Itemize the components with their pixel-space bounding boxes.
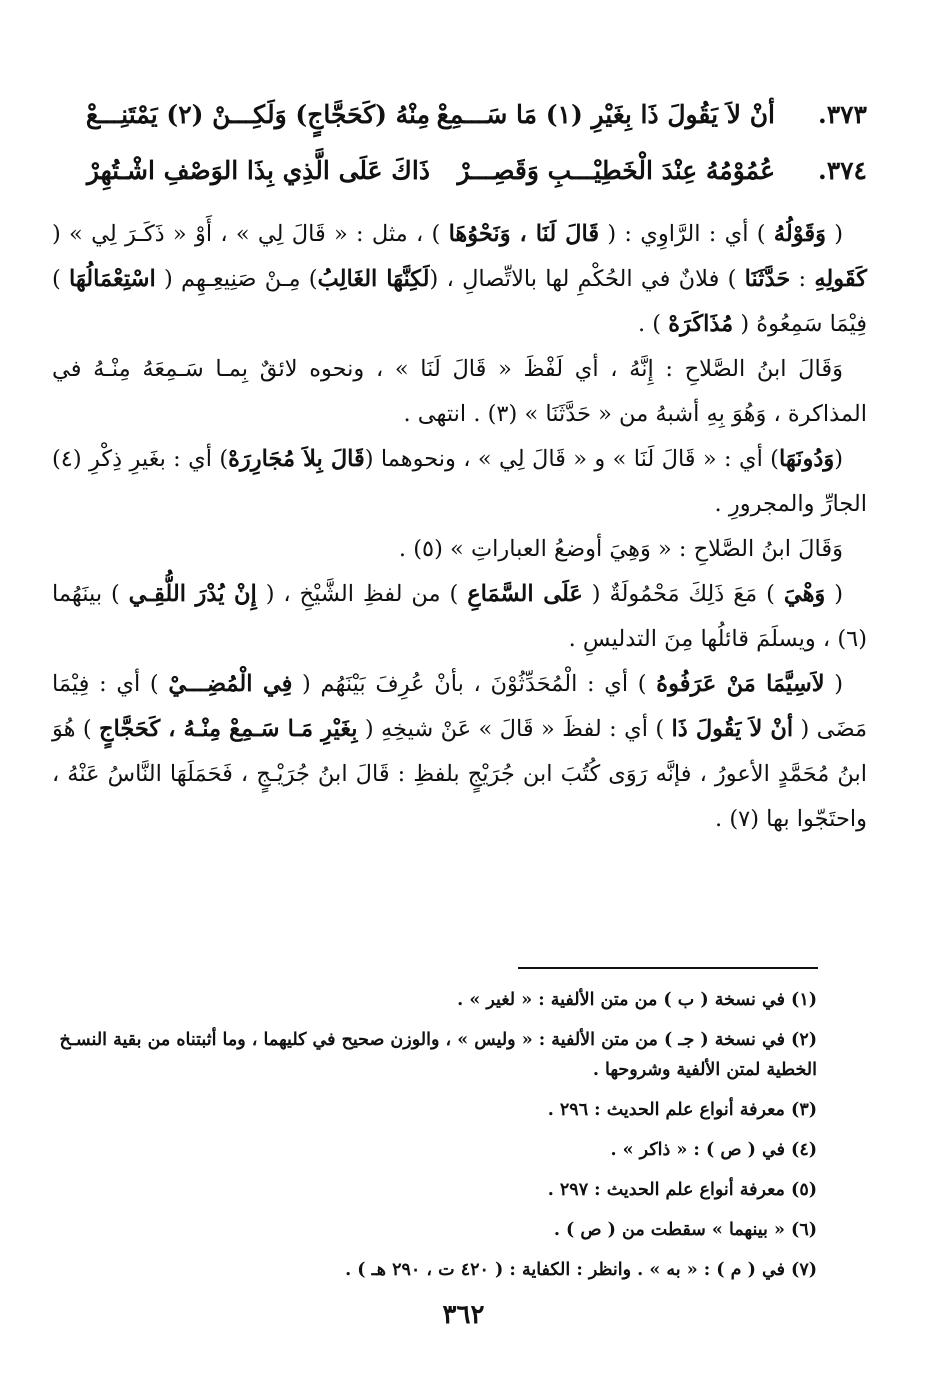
matn-quote: وَدُونَهَا (778, 446, 835, 472)
matn-quote: قَالَ لَنَا ، وَنَحْوُهَا (448, 221, 600, 247)
matn-quote: وَقَوْلُهُ (773, 221, 826, 247)
text-run: ( (824, 671, 843, 697)
text-run: ) مَعَ ذَلِكَ مَحْمُولَةٌ ( (582, 581, 784, 607)
text-run: ) أي : بغَيرِ ذِكْرِ (٤) الجارِّ والمجرورِ . (52, 446, 867, 517)
matn-quote: حَدَّثَنَا (744, 266, 791, 292)
footnote (50, 1215, 817, 1245)
text-run: ( (825, 221, 843, 247)
footnote (50, 1135, 817, 1165)
text-run: ) أي : لفظَ « قَالَ » عَنْ شيخِهِ ( (357, 716, 672, 742)
matn-quote: بِغَيْرِ مَـا سَـمِعْ مِنْـهُ ، كَحَجَّاجٍ (99, 716, 358, 742)
matn-quote: قَالَ بِلاَ مُجَارِرَهْ (228, 446, 365, 472)
verse-number: ٣٧٣. (817, 100, 867, 129)
footnote (50, 1255, 817, 1285)
text-run: ( (834, 446, 843, 472)
footnote (50, 985, 817, 1015)
matn-quote: اسْتِعْمَالُهَا (69, 266, 156, 292)
text-run: ) أي : « قَالَ لَنَا » و « قَالَ لِي » ، ونحوهما ( (364, 446, 779, 472)
footnote-continuation: الخطية لمتن الألفية وشروحها . (592, 1060, 817, 1080)
text-run: ) ، مثل : « قَالَ لِي » ، أَوْ « ذَكَـرَ لِي » ( (52, 221, 449, 247)
footnote-text: (١) في نسخة ( ب ) من متن الألفية : « لغير » . (457, 990, 817, 1010)
verse-first-hemistich: عُمُوْمُهُ عِنْدَ الْخَطِيْـــبِ وَقَصِـــرْ (457, 156, 775, 185)
footnote (50, 1095, 817, 1125)
verse-number: ٣٧٤. (817, 156, 867, 185)
text-run: ) فِيْمَا سَمِعُوهُ ( (52, 266, 867, 337)
matn-quote: لاَسِيَّمَا مَنْ عَرَفُوهُ (656, 671, 825, 697)
footnote-divider (518, 967, 818, 969)
text-run: ) فلانٌ في الحُكْمِ لها بالاتِّصالِ ، ( (429, 266, 745, 292)
commentary-paragraph (52, 572, 867, 662)
commentary-paragraph (52, 662, 867, 842)
footnote-text: (٥) معرفة أنواع علم الحديث : ٢٩٧ . (547, 1180, 817, 1200)
matn-quote: فِي الْمُضِـــيْ (168, 671, 293, 697)
text-run: ) أي : الرَّاوِي : ( (599, 221, 774, 247)
footnote-text: (٢) في نسخة ( جـ ) من متن الألفية : « وليس » ، والوزن صحيح في كليهما ، وما أثبتناه من بقية النسـخ (59, 1030, 817, 1050)
matn-quote: أنْ لاَ يَقُولَ ذَا (671, 716, 794, 742)
commentary-text (52, 212, 867, 842)
verse-line (52, 156, 867, 212)
footnote-text: (٤) في ( ص ) : « ذاكر » . (610, 1140, 817, 1160)
matn-quote: كَقَولِهِ (814, 266, 867, 292)
text-run: ) . (637, 311, 669, 337)
matn-quote: مُذَاكَرَهْ (668, 311, 734, 337)
text-run: ( (825, 581, 843, 607)
commentary-paragraph (52, 212, 867, 347)
page-number: ٣٦٢ (442, 1300, 485, 1330)
commentary-paragraph (52, 437, 867, 527)
matn-quote: وَهْيَ (783, 581, 826, 607)
text-run: ) بينَهُما (٦) ، ويسلَمَ قائلُها مِنَ التدليسِ . (52, 581, 867, 652)
footnote-text: (٣) معرفة أنواع علم الحديث : ٢٩٦ . (547, 1100, 817, 1120)
text-run: ) أي : فِيْمَا مَضَى ( (52, 671, 868, 742)
verse-second-hemistich: مِنْهُ (كَحَجَّاجٍ) وَلَكِـــنْ (٢) يَمْتَنِـــعْ (85, 100, 430, 129)
footnote (50, 1175, 817, 1205)
verse-second-hemistich: ذَاكَ عَلَى الَّذِي بِذَا الوَصْفِ اشْـتُهِرْ (86, 156, 430, 185)
verse-block (52, 100, 867, 212)
text-run: ) هُوَ ابنُ مُحَمَّدٍ الأعورُ ، فإنَّه رَوَى كُتُبَ ابن جُرَيْجٍ بلفظِ : قَالَ ابنُ جُرَيْـجٍ ، فَحَمَلَهَا النَّاسُ عَنْهُ ، واحتَجّوا بها (٧) . (52, 716, 867, 832)
verse-first-hemistich: أنْ لاَ يَقُولَ ذَا بِغَيْرِ (١) مَا سَـــمِعْ (436, 100, 775, 129)
footnote (50, 1025, 817, 1085)
text-run: ) من لفظِ الشَّيْخِ ، ( (256, 581, 468, 607)
text-run: وَقَالَ ابنُ الصَّلاحِ : إِنَّهُ ، أي لَفْظَ « قَالَ لَنَا » ، ونحوه لائقٌ بِمـا سَـمِعَهُ مِنْـهُ في المذاكرة ، وَهُوَ بِهِ أشبهُ من « حَدَّثَنَا » (٣) . انتهى . (52, 356, 867, 427)
text-run: وَقَالَ ابنُ الصَّلاحِ : « وَهِيَ أوضعُ العباراتِ » (٥) . (398, 536, 843, 562)
text-run: ) مِـنْ صَنِيعِـهِم ( (155, 266, 318, 292)
matn-quote: عَلَى السَّمَاعِ (467, 581, 583, 607)
footnote-text: (٦) « بينهما » سقطت من ( ص ) . (553, 1220, 817, 1240)
commentary-paragraph (52, 527, 867, 572)
text-run: ) أي : الْمُحَدِّثُوْنَ ، بأنْ عُرِفَ بَيْنَهُم ( (292, 671, 657, 697)
matn-quote: لَكِنَّهَا الغَالِبُ (317, 266, 430, 292)
matn-quote: إِنْ يُدْرَ اللُّقِـي (128, 581, 257, 607)
commentary-paragraph (52, 347, 867, 437)
footnote-text: (٧) في ( م ) : « به » . وانظر : الكفاية : ( ٤٢٠ ت ، ٢٩٠ هـ ) . (345, 1260, 817, 1280)
text-run: : (790, 266, 815, 292)
footnotes (50, 985, 817, 1295)
verse-line (52, 100, 867, 156)
